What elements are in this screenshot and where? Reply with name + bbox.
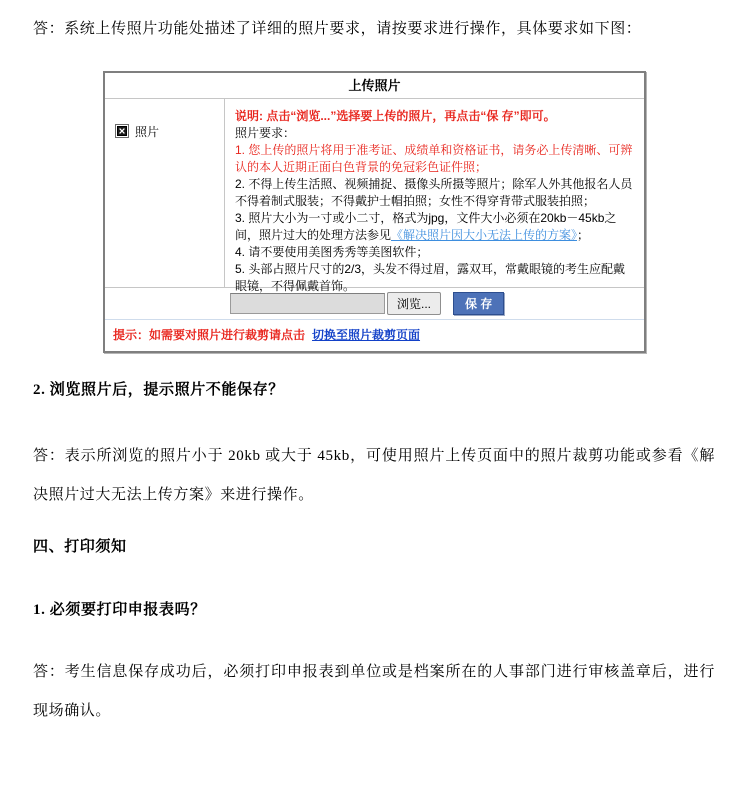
oversize-photo-solution-link[interactable]: 《解决照片因大小无法上传的方案》 — [391, 228, 578, 242]
save-button[interactable]: 保 存 — [453, 292, 504, 315]
question-2-heading: 2. 浏览照片后，提示照片不能保存？ — [33, 382, 284, 398]
requirement-2: 2. 不得上传生活照、视频捕捉、摄像头所摄等照片；除军人外其他报名人员不得着制式服装；不得戴护士帽拍照；女性不得穿背带式服装拍照； — [235, 177, 633, 208]
section-print-heading: 四、打印须知 — [33, 539, 127, 555]
dialog-body — [105, 99, 644, 293]
answer-paragraph-1: 答：系统上传照片功能处描述了详细的照片要求，请按要求进行操作，具体要求如下图： — [33, 21, 642, 37]
dialog-title: 上传照片 — [105, 73, 644, 99]
crop-hint-row — [105, 319, 644, 351]
requirements-title: 照片要求： — [235, 126, 296, 140]
requirement-1: 1. 您上传的照片将用于准考证、成绩单和资格证书，请务必上传清晰、可辨认的本人近期正面白色背景的免冠彩色证件照； — [235, 143, 633, 174]
requirement-5: 5. 头部占照片尺寸的2/3，头发不得过眉，露双耳，常戴眼镜的考生应配戴眼镜，不得佩戴首饰。 — [235, 262, 626, 293]
answer-paragraph-2: 答：表示所浏览的照片小于 20kb 或大于 45kb，可使用照片上传页面中的照片裁剪功能或参看《解决照片过大无法上传方案》来进行操作。 — [33, 448, 715, 503]
requirement-3-suffix: ； — [577, 228, 590, 242]
crop-page-link[interactable]: 切换至照片裁剪页面 — [312, 328, 421, 342]
requirements-cell — [225, 99, 644, 293]
requirement-3 — [235, 210, 634, 244]
browse-button[interactable]: 浏览... — [387, 292, 441, 315]
broken-image-icon — [115, 124, 129, 141]
photo-label: 照片 — [135, 125, 160, 139]
answer-paragraph-print-1: 答：考生信息保存成功后，必须打印申报表到单位或是档案所在的人事部门进行审核盖章后，进行现场确认。 — [33, 664, 715, 719]
requirement-3-text: 3. 照片大小为一寸或小二寸，格式为jpg，文件大小必须在20kb－45kb之间，照片过大的处理方法参见 — [235, 211, 617, 242]
photo-file-input[interactable] — [230, 293, 385, 314]
instruction-text: 说明: 点击“浏览...”选择要上传的照片，再点击“保 存”即可。 — [235, 109, 556, 123]
question-print-1-heading: 1. 必须要打印申报表吗？ — [33, 602, 206, 618]
requirement-4: 4. 请不要使用美图秀秀等美图软件； — [235, 245, 429, 259]
photo-cell — [105, 99, 225, 287]
upload-photo-dialog — [103, 71, 646, 353]
crop-hint-text: 提示：如需要对照片进行裁剪请点击 — [113, 328, 306, 342]
